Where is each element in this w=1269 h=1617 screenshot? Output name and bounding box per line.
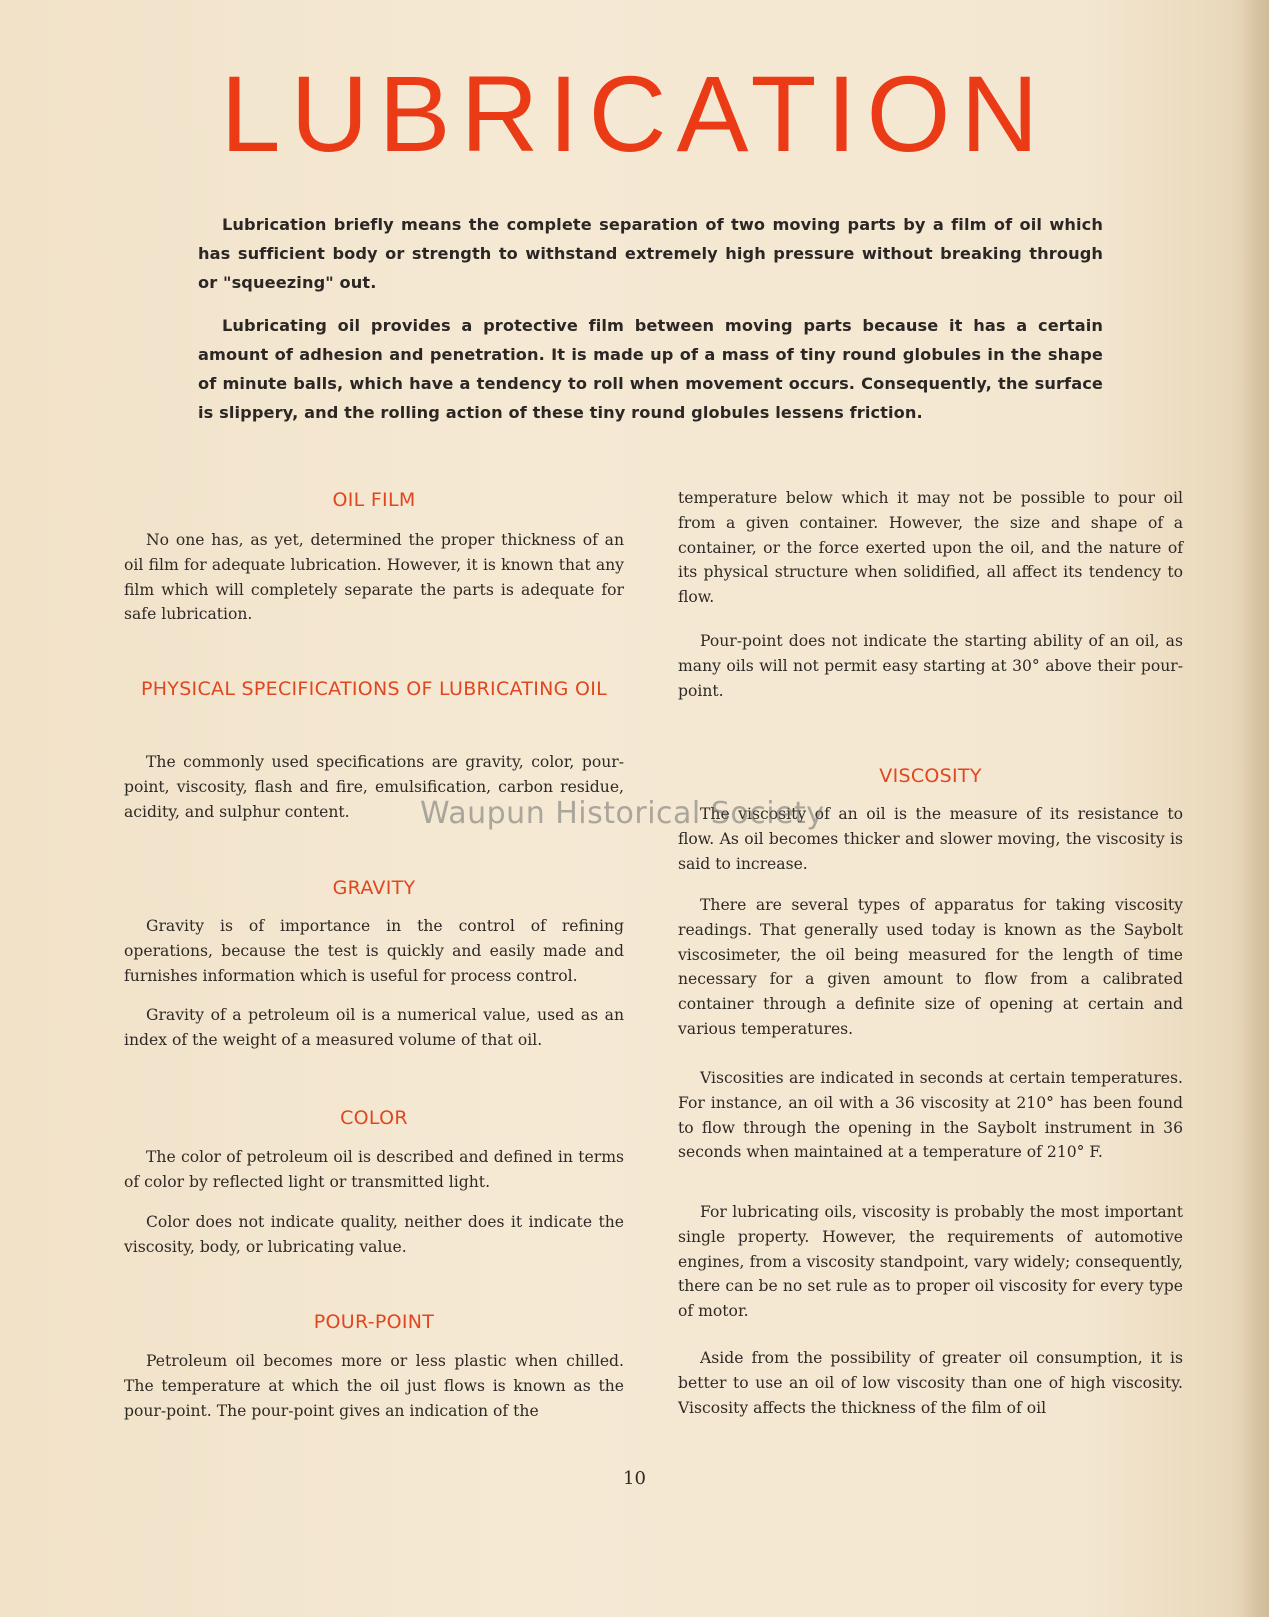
viscosity-paragraph-5: Aside from the possibility of greater oil consumption, it is better to use an oil of low viscosity than one of high viscosity. Viscosity affects the thickness of the film of oil (678, 1349, 1183, 1417)
viscosity-paragraph-2: There are several types of apparatus for taking viscosity readings. That generally used today is known as the Saybolt viscosimeter, the oil being measured for the length of time necessary for a given amount to flow from a calibrated container through a definite size of opening at certain and various temperatures. (678, 896, 1183, 1038)
physical-specs-paragraph: The commonly used specifications are gravity, color, pour-point, viscosity, flash and fire, emulsification, carbon residue, acidity, and sulphur content. (124, 753, 624, 821)
intro-paragraph-2: Lubricating oil provides a protective film between moving parts because it has a certain amount of adhesion and penetration. It is made up of a mass of tiny round globules in the shape of minute balls, which have a tendency to roll when movement occurs. Consequently, the surface is slippery, and the rolling action of these tiny round globules lessens friction. (198, 316, 1103, 422)
heading-oil-film: OIL FILM (332, 489, 416, 511)
pour-point-continued-paragraph: temperature below which it may not be possible to pour oil from a given container. However, the size and shape of a container, or the force exerted upon the oil, and the nature of its physical structure when solidified, all affect its tendency to flow. (678, 489, 1183, 607)
watermark: Waupun Historical Society (420, 796, 825, 831)
gravity-paragraph-1: Gravity is of importance in the control of refining operations, because the test is quickly and easily made and furnishes information which is useful for process control. (124, 917, 624, 985)
page-number: 10 (623, 1468, 646, 1489)
heading-color: COLOR (340, 1107, 408, 1129)
gravity-paragraph-2: Gravity of a petroleum oil is a numerical value, used as an index of the weight of a measured volume of that oil. (124, 1006, 624, 1049)
intro-paragraph-1: Lubrication briefly means the complete separation of two moving parts by a film of oil which has sufficient body or strength to withstand extremely high pressure without breaking through or "squeezing" out. (198, 215, 1103, 292)
color-paragraph-1: The color of petroleum oil is described and defined in terms of color by reflected light or transmitted light. (124, 1148, 624, 1191)
page-title: LUBRICATION (220, 53, 1049, 174)
color-paragraph-2: Color does not indicate quality, neither does it indicate the viscosity, body, or lubricating value. (124, 1213, 624, 1256)
pour-point-paragraph-1: Petroleum oil becomes more or less plastic when chilled. The temperature at which the oil just flows is known as the pour-point. The pour-point gives an indication of the (124, 1352, 624, 1420)
pour-point-paragraph-2: Pour-point does not indicate the starting ability of an oil, as many oils will not permit easy starting at 30° above their pour-point. (678, 632, 1183, 700)
heading-gravity: GRAVITY (332, 877, 416, 899)
oil-film-paragraph: No one has, as yet, determined the proper thickness of an oil film for adequate lubrication. However, it is known that any film which will completely separate the parts is adequate for safe lubrication. (124, 531, 624, 624)
viscosity-paragraph-4: For lubricating oils, viscosity is probably the most important single property. However, the requirements of automotive engines, from a viscosity standpoint, vary widely; consequently, there can be no set rule as to proper oil viscosity for every type of motor. (678, 1203, 1183, 1321)
heading-viscosity: VISCOSITY (879, 765, 982, 787)
viscosity-paragraph-3: Viscosities are indicated in seconds at certain temperatures. For instance, an oil with a 36 viscosity at 210° has been found to flow through the opening in the Saybolt instrument in 36 seconds when maintained at a temperature of 210° F. (678, 1069, 1183, 1162)
page-edge-shadow (1241, 0, 1269, 1617)
heading-pour-point: POUR-POINT (313, 1311, 435, 1333)
heading-physical-specifications: PHYSICAL SPECIFICATIONS OF LUBRICATING OIL (140, 678, 608, 700)
viscosity-paragraph-1: The viscosity of an oil is the measure of its resistance to flow. As oil becomes thicker and slower moving, the viscosity is said to increase. (678, 805, 1183, 873)
